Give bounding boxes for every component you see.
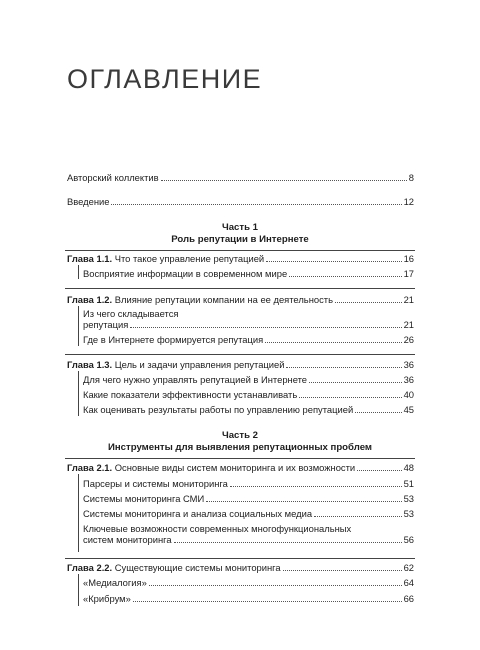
- chapter-number: Глава 1.1.: [67, 253, 113, 264]
- entry-page: 53: [403, 508, 414, 519]
- subsection-bar: [78, 474, 79, 552]
- part-title: Инструменты для выявления репутационных проблем: [107, 442, 372, 453]
- chapter-number: Глава 2.1.: [67, 462, 113, 473]
- leader-dots: [174, 542, 402, 543]
- entry-page: 62: [403, 562, 414, 573]
- toc-section-1-3-1[interactable]: [83, 374, 414, 385]
- leader-dots: [299, 397, 401, 398]
- leader-dots: [289, 276, 401, 277]
- toc-section-2-1-3[interactable]: [83, 508, 414, 519]
- entry-text: Восприятие информации в современном мире: [83, 268, 288, 279]
- entry-page: 26: [403, 334, 414, 345]
- leader-dots: [309, 382, 402, 383]
- entry-page: 48: [403, 462, 414, 473]
- entry-page: 45: [403, 404, 414, 415]
- entry-page: 21: [403, 294, 414, 305]
- section-rule: [65, 458, 415, 459]
- entry-text: Системы мониторинга и анализа социальных медиа: [83, 508, 313, 519]
- toc-section-1-1-1[interactable]: [83, 268, 414, 279]
- entry-text: Для чего нужно управлять репутацией в Интернете: [83, 374, 308, 385]
- leader-dots: [314, 516, 402, 517]
- entry-text: «Крибрум»: [83, 593, 131, 604]
- leader-dots: [355, 412, 401, 413]
- part-label: Часть 2: [221, 430, 258, 441]
- chapter-number: Глава 1.3.: [67, 359, 113, 370]
- entry-page: 51: [403, 478, 414, 489]
- leader-dots: [286, 367, 401, 368]
- entry-page: 56: [403, 534, 414, 545]
- leader-dots: [133, 601, 402, 602]
- page-title: ОГЛАВЛЕНИЕ: [67, 64, 263, 94]
- subsection-bar: [78, 371, 79, 416]
- leader-dots: [130, 327, 401, 328]
- subsection-bar: [78, 265, 79, 279]
- toc-section-1-3-3[interactable]: [83, 404, 414, 415]
- entry-text: Влияние репутации компании на ее деятельность: [114, 294, 333, 305]
- entry-text: Существующие системы мониторинга: [114, 562, 281, 573]
- toc-entry-intro[interactable]: [67, 196, 414, 207]
- entry-page: 36: [403, 359, 414, 370]
- toc-chapter-1-1[interactable]: [67, 253, 414, 264]
- entry-page: 53: [403, 493, 414, 504]
- entry-page: 21: [403, 319, 414, 330]
- entry-text: Что такое управление репутацией: [114, 253, 265, 264]
- entry-text: Введение: [67, 196, 110, 207]
- toc-section-2-1-4[interactable]: [83, 523, 414, 545]
- section-rule: [65, 558, 415, 559]
- toc-section-1-3-2[interactable]: [83, 389, 414, 400]
- entry-text: Авторский коллектив: [67, 172, 159, 183]
- entry-page: 16: [403, 253, 414, 264]
- entry-page: 64: [403, 577, 414, 588]
- toc-section-2-2-1[interactable]: [83, 577, 414, 588]
- entry-page: 17: [403, 268, 414, 279]
- entry-text: Где в Интернете формируется репутация: [83, 334, 264, 345]
- entry-text: Основные виды систем мониторинга и их возможности: [114, 462, 356, 473]
- entry-page: 12: [403, 196, 414, 207]
- toc-section-2-1-1[interactable]: [83, 478, 414, 489]
- leader-dots: [266, 261, 401, 262]
- entry-page: 36: [403, 374, 414, 385]
- entry-text: Цель и задачи управления репутацией: [114, 359, 285, 370]
- toc-chapter-1-2[interactable]: [67, 294, 414, 305]
- leader-dots: [206, 501, 401, 502]
- entry-text-line1: Из чего складывается: [83, 308, 179, 319]
- entry-text-line2: репутация: [83, 319, 129, 330]
- entry-page: 40: [403, 389, 414, 400]
- leader-dots: [283, 570, 402, 571]
- toc-section-1-2-2[interactable]: [83, 334, 414, 345]
- entry-text: «Медиалогия»: [83, 577, 147, 588]
- entry-text: Как оценивать результаты работы по управлению репутацией: [83, 404, 354, 415]
- section-rule: [65, 250, 415, 251]
- toc-chapter-2-1[interactable]: [67, 462, 414, 473]
- leader-dots: [111, 204, 401, 205]
- part-label: Часть 1: [221, 222, 258, 233]
- leader-dots: [161, 180, 407, 181]
- toc-section-2-1-2[interactable]: [83, 493, 414, 504]
- toc-entry-authors[interactable]: [67, 172, 414, 183]
- entry-page: 66: [403, 593, 414, 604]
- entry-text: Системы мониторинга СМИ: [83, 493, 205, 504]
- entry-text-line2: систем мониторинга: [83, 534, 172, 545]
- subsection-bar: [78, 574, 79, 606]
- section-rule: [65, 354, 415, 355]
- entry-text-line1: Ключевые возможности современных многофункциональных: [83, 523, 352, 534]
- section-rule: [65, 288, 415, 289]
- leader-dots: [357, 470, 401, 471]
- part-title: Роль репутации в Интернете: [171, 234, 309, 245]
- entry-text: Парсеры и системы мониторинга: [83, 478, 228, 489]
- toc-section-2-2-2[interactable]: [83, 593, 414, 604]
- toc-section-1-2-1[interactable]: [83, 308, 414, 330]
- entry-page: 8: [408, 172, 414, 183]
- leader-dots: [265, 342, 401, 343]
- leader-dots: [230, 486, 402, 487]
- subsection-bar: [78, 306, 79, 346]
- chapter-number: Глава 1.2.: [67, 294, 113, 305]
- leader-dots: [149, 585, 402, 586]
- entry-text: Какие показатели эффективности устанавливать: [83, 389, 298, 400]
- toc-chapter-2-2[interactable]: [67, 562, 414, 573]
- chapter-number: Глава 2.2.: [67, 562, 113, 573]
- toc-chapter-1-3[interactable]: [67, 359, 414, 370]
- leader-dots: [335, 302, 402, 303]
